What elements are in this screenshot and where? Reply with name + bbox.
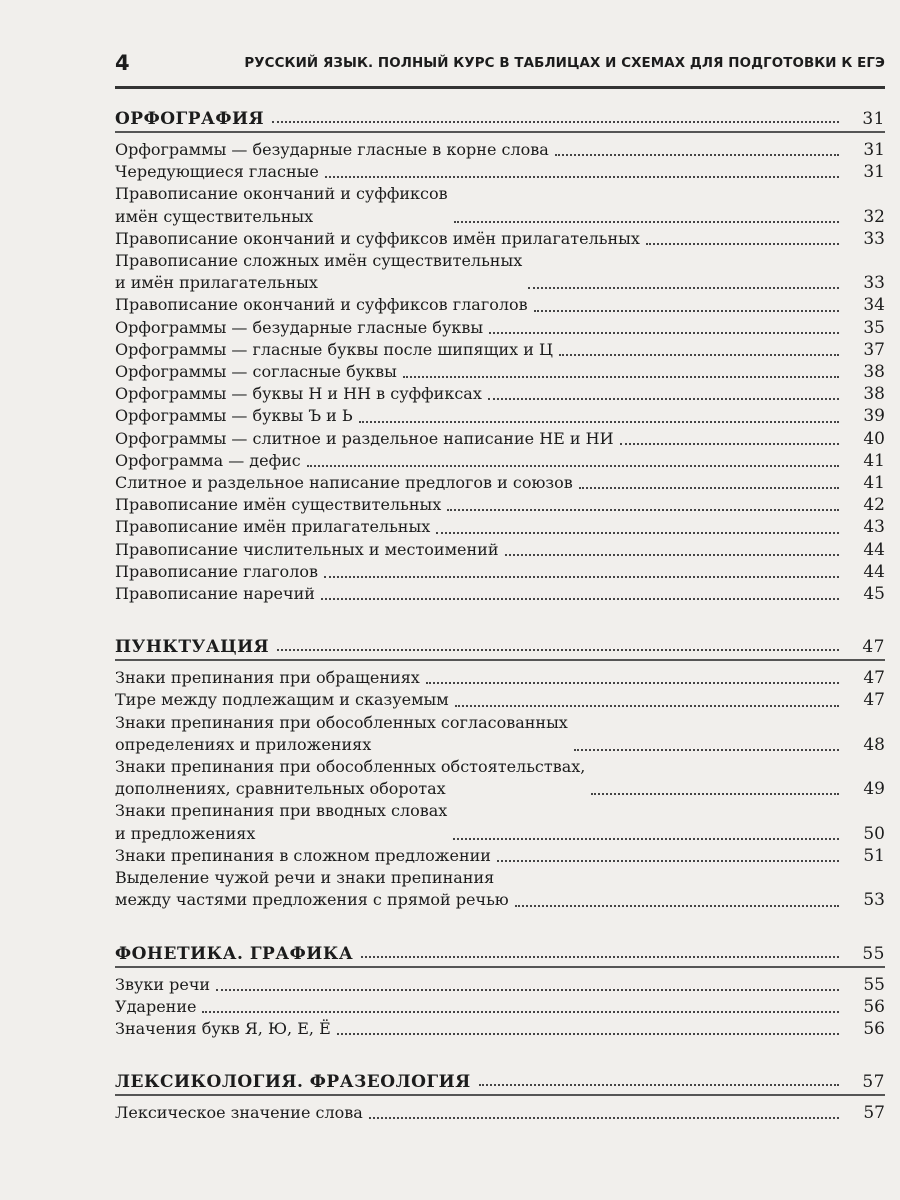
entry-title-line: имён существительных bbox=[115, 206, 314, 226]
entry-page-number: 48 bbox=[863, 734, 885, 755]
section-page-number: 55 bbox=[862, 943, 885, 964]
section-page-number: 31 bbox=[862, 109, 885, 129]
entry-title bbox=[115, 228, 640, 250]
entry-title-line: Правописание окончаний и суффиксов bbox=[115, 184, 448, 204]
dot-leader bbox=[454, 221, 839, 223]
entry-title bbox=[115, 494, 441, 516]
entry-title bbox=[115, 317, 483, 339]
dot-leader bbox=[325, 176, 839, 178]
section-title: ЛЕКСИКОЛОГИЯ. ФРАЗЕОЛОГИЯ bbox=[115, 1072, 471, 1093]
section-title: ФОНЕТИКА. ГРАФИКА bbox=[115, 943, 354, 964]
entry-page-number: 35 bbox=[863, 317, 885, 338]
entry-title bbox=[115, 756, 585, 800]
entry-title-line: Знаки препинания при обособленных обстоятельствах, bbox=[115, 757, 586, 777]
entry-title-line: Знаки препинания при вводных словах bbox=[115, 801, 448, 821]
entry-title-line: Орфограммы — буквы Н и НН в суффиксах bbox=[115, 384, 482, 404]
entry-title-line: Выделение чужой речи и знаки препинания bbox=[115, 868, 495, 888]
section-heading[interactable] bbox=[115, 932, 885, 964]
toc-entry[interactable] bbox=[115, 800, 885, 844]
entry-title bbox=[115, 689, 449, 711]
entry-title-line: Знаки препинания при обособленных согласованных bbox=[115, 712, 568, 732]
entry-page-number: 44 bbox=[863, 561, 885, 582]
dot-leader bbox=[321, 598, 839, 600]
toc-entry[interactable] bbox=[115, 383, 885, 405]
section-rule bbox=[115, 966, 885, 968]
entry-page-number: 50 bbox=[863, 823, 885, 844]
entry-page-number: 39 bbox=[863, 406, 885, 427]
toc-entry[interactable] bbox=[115, 561, 885, 583]
entry-page-number: 38 bbox=[863, 362, 885, 383]
toc-section bbox=[115, 1060, 885, 1124]
toc-entry[interactable] bbox=[115, 712, 885, 756]
entry-title-line: Звуки речи bbox=[115, 974, 211, 994]
entry-title-line: Правописание имён прилагательных bbox=[115, 517, 431, 537]
dot-leader bbox=[453, 838, 839, 840]
dot-leader bbox=[403, 376, 839, 378]
entry-title-line: Ударение bbox=[115, 996, 197, 1016]
entry-title-line: Знаки препинания при обращениях bbox=[115, 668, 420, 688]
table-of-contents bbox=[115, 97, 885, 1124]
entry-title bbox=[115, 339, 553, 361]
toc-entry[interactable] bbox=[115, 974, 885, 996]
toc-entry[interactable] bbox=[115, 539, 885, 561]
section-heading[interactable] bbox=[115, 1060, 885, 1092]
entry-page-number: 33 bbox=[863, 273, 885, 294]
entry-title-line: Правописание окончаний и суффиксов глаголов bbox=[115, 295, 528, 315]
entry-title bbox=[115, 472, 573, 494]
section-rule bbox=[115, 659, 885, 661]
entry-title bbox=[115, 428, 614, 450]
entry-title bbox=[115, 1018, 331, 1040]
section-heading[interactable] bbox=[115, 97, 885, 129]
entry-page-number: 53 bbox=[863, 890, 885, 911]
entry-title-line: Орфограммы — безударные гласные буквы bbox=[115, 317, 484, 337]
entry-title bbox=[115, 539, 499, 561]
dot-leader bbox=[202, 1011, 839, 1013]
entry-page-number: 42 bbox=[863, 495, 885, 516]
toc-entry[interactable] bbox=[115, 317, 885, 339]
entry-title-line: дополнениях, сравнительных оборотах bbox=[115, 779, 446, 799]
entry-title bbox=[115, 712, 568, 756]
section-gap bbox=[115, 912, 885, 932]
toc-entry[interactable] bbox=[115, 756, 885, 800]
entry-title-line: Правописание глаголов bbox=[115, 561, 318, 581]
entry-page-number: 43 bbox=[863, 517, 885, 538]
toc-entry[interactable] bbox=[115, 845, 885, 867]
entry-title bbox=[115, 667, 420, 689]
entry-page-number: 41 bbox=[863, 473, 885, 494]
entry-page-number: 47 bbox=[863, 690, 885, 711]
section-page-number: 47 bbox=[862, 637, 885, 658]
entry-title bbox=[115, 996, 196, 1018]
dot-leader bbox=[272, 121, 839, 123]
dot-leader bbox=[277, 649, 839, 651]
toc-entry[interactable] bbox=[115, 667, 885, 689]
entry-title-line: Правописание имён существительных bbox=[115, 495, 442, 515]
entry-page-number: 33 bbox=[863, 228, 885, 249]
entry-title-line: Орфограммы — буквы Ъ и Ь bbox=[115, 406, 353, 426]
toc-entry[interactable] bbox=[115, 405, 885, 427]
dot-leader bbox=[579, 487, 839, 489]
dot-leader bbox=[324, 576, 839, 578]
entry-title-line: и предложениях bbox=[115, 823, 256, 843]
toc-entry[interactable] bbox=[115, 689, 885, 711]
entry-title bbox=[115, 974, 210, 996]
entry-title bbox=[115, 867, 509, 911]
dot-leader bbox=[359, 421, 839, 423]
entry-page-number: 41 bbox=[863, 450, 885, 471]
toc-entry[interactable] bbox=[115, 472, 885, 494]
entry-title-line: Орфограммы — безударные гласные в корне слова bbox=[115, 140, 549, 159]
dot-leader bbox=[488, 398, 839, 400]
entry-title-line: Значения букв Я, Ю, Е, Ё bbox=[115, 1018, 331, 1038]
entry-title bbox=[115, 161, 319, 183]
entry-title-line: Слитное и раздельное написание предлогов и союзов bbox=[115, 473, 573, 493]
dot-leader bbox=[361, 956, 839, 958]
dot-leader bbox=[479, 1084, 839, 1086]
toc-entry[interactable] bbox=[115, 294, 885, 316]
dot-leader bbox=[591, 793, 839, 795]
page-header bbox=[115, 47, 885, 87]
entry-title bbox=[115, 250, 522, 294]
dot-leader bbox=[505, 554, 840, 556]
toc-entry[interactable] bbox=[115, 583, 885, 605]
entry-page-number: 37 bbox=[863, 339, 885, 360]
entry-title bbox=[115, 294, 528, 316]
entry-page-number: 49 bbox=[863, 779, 885, 800]
section-title: ОРФОГРАФИЯ bbox=[115, 109, 265, 129]
entry-page-number: 57 bbox=[863, 1103, 885, 1124]
section-heading[interactable] bbox=[115, 625, 885, 657]
entry-title-line: Орфограммы — согласные буквы bbox=[115, 362, 397, 382]
entry-page-number: 56 bbox=[863, 996, 885, 1017]
entry-page-number: 45 bbox=[863, 584, 885, 605]
entry-title-line: Орфограммы — слитное и раздельное написание НЕ и НИ bbox=[115, 428, 614, 448]
dot-leader bbox=[307, 465, 839, 467]
entry-page-number: 40 bbox=[863, 428, 885, 449]
entry-title bbox=[115, 845, 491, 867]
entry-title-line: между частями предложения с прямой речью bbox=[115, 890, 509, 910]
entry-page-number: 51 bbox=[863, 845, 885, 866]
dot-leader bbox=[646, 243, 839, 245]
toc-entry[interactable] bbox=[115, 494, 885, 516]
toc-entry[interactable] bbox=[115, 228, 885, 250]
entry-title-line: Правописание числительных и местоимений bbox=[115, 539, 499, 559]
section-title: ПУНКТУАЦИЯ bbox=[115, 637, 270, 658]
entry-title bbox=[115, 450, 301, 472]
toc-section bbox=[115, 625, 885, 911]
entry-title-line: Орфограммы — гласные буквы после шипящих и Ц bbox=[115, 339, 553, 359]
entry-title bbox=[115, 561, 318, 583]
toc-entry[interactable] bbox=[115, 1102, 885, 1124]
dot-leader bbox=[455, 705, 839, 707]
dot-leader bbox=[216, 989, 839, 991]
entry-title-line: определениях и приложениях bbox=[115, 734, 372, 754]
toc-entry[interactable] bbox=[115, 139, 885, 161]
running-title: РУССКИЙ ЯЗЫК. ПОЛНЫЙ КУРС В ТАБЛИЦАХ И СХЕМАХ ДЛЯ ПОДГОТОВКИ К ЕГЭ bbox=[244, 56, 885, 71]
toc-entry[interactable] bbox=[115, 867, 885, 911]
toc-entry[interactable] bbox=[115, 996, 885, 1018]
entry-page-number: 38 bbox=[863, 384, 885, 405]
section-rule bbox=[115, 1094, 885, 1096]
section-gap bbox=[115, 605, 885, 625]
entry-title bbox=[115, 583, 315, 605]
dot-leader bbox=[555, 154, 839, 156]
toc-entry[interactable] bbox=[115, 361, 885, 383]
dot-leader bbox=[574, 749, 839, 751]
entry-page-number: 32 bbox=[863, 206, 885, 227]
page-number: 4 bbox=[115, 51, 130, 75]
entry-title bbox=[115, 516, 430, 538]
toc-entry[interactable] bbox=[115, 339, 885, 361]
entry-title-line: Правописание сложных имён существительных bbox=[115, 251, 523, 271]
dot-leader bbox=[489, 332, 839, 334]
dot-leader bbox=[534, 310, 839, 312]
entry-title bbox=[115, 800, 447, 844]
dot-leader bbox=[369, 1117, 839, 1119]
entry-title bbox=[115, 139, 549, 161]
dot-leader bbox=[559, 354, 839, 356]
section-gap bbox=[115, 1040, 885, 1060]
dot-leader bbox=[447, 509, 839, 511]
dot-leader bbox=[620, 443, 839, 445]
toc-entry[interactable] bbox=[115, 183, 885, 227]
entry-page-number: 56 bbox=[863, 1018, 885, 1039]
toc-entry[interactable] bbox=[115, 1018, 885, 1040]
entry-title-line: Правописание наречий bbox=[115, 584, 315, 604]
entry-title bbox=[115, 383, 482, 405]
dot-leader bbox=[528, 287, 839, 289]
header-rule bbox=[115, 86, 885, 89]
entry-title bbox=[115, 361, 397, 383]
toc-section bbox=[115, 932, 885, 1041]
entry-title-line: Лексическое значение слова bbox=[115, 1103, 363, 1123]
toc-entry[interactable] bbox=[115, 250, 885, 294]
entry-page-number: 31 bbox=[863, 140, 885, 160]
entry-title bbox=[115, 1102, 363, 1124]
entry-page-number: 47 bbox=[863, 668, 885, 689]
dot-leader bbox=[515, 905, 839, 907]
entry-page-number: 55 bbox=[863, 974, 885, 995]
entry-title-line: Тире между подлежащим и сказуемым bbox=[115, 690, 449, 710]
toc-entry[interactable] bbox=[115, 450, 885, 472]
toc-entry[interactable] bbox=[115, 428, 885, 450]
dot-leader bbox=[497, 860, 839, 862]
entry-title-line: Чередующиеся гласные bbox=[115, 162, 319, 182]
toc-entry[interactable] bbox=[115, 161, 885, 183]
toc-entry[interactable] bbox=[115, 516, 885, 538]
entry-page-number: 44 bbox=[863, 539, 885, 560]
entry-title bbox=[115, 405, 353, 427]
entry-title-line: Орфограмма — дефис bbox=[115, 450, 301, 470]
entry-page-number: 31 bbox=[863, 162, 885, 183]
toc-section bbox=[115, 97, 885, 605]
section-rule bbox=[115, 131, 885, 133]
dot-leader bbox=[436, 532, 839, 534]
entry-title-line: Знаки препинания в сложном предложении bbox=[115, 845, 491, 865]
dot-leader bbox=[426, 682, 839, 684]
dot-leader bbox=[337, 1033, 839, 1035]
section-page-number: 57 bbox=[862, 1072, 885, 1093]
entry-title-line: Правописание окончаний и суффиксов имён прилагательных bbox=[115, 228, 640, 248]
entry-title bbox=[115, 183, 448, 227]
entry-page-number: 34 bbox=[863, 295, 885, 316]
entry-title-line: и имён прилагательных bbox=[115, 273, 318, 293]
